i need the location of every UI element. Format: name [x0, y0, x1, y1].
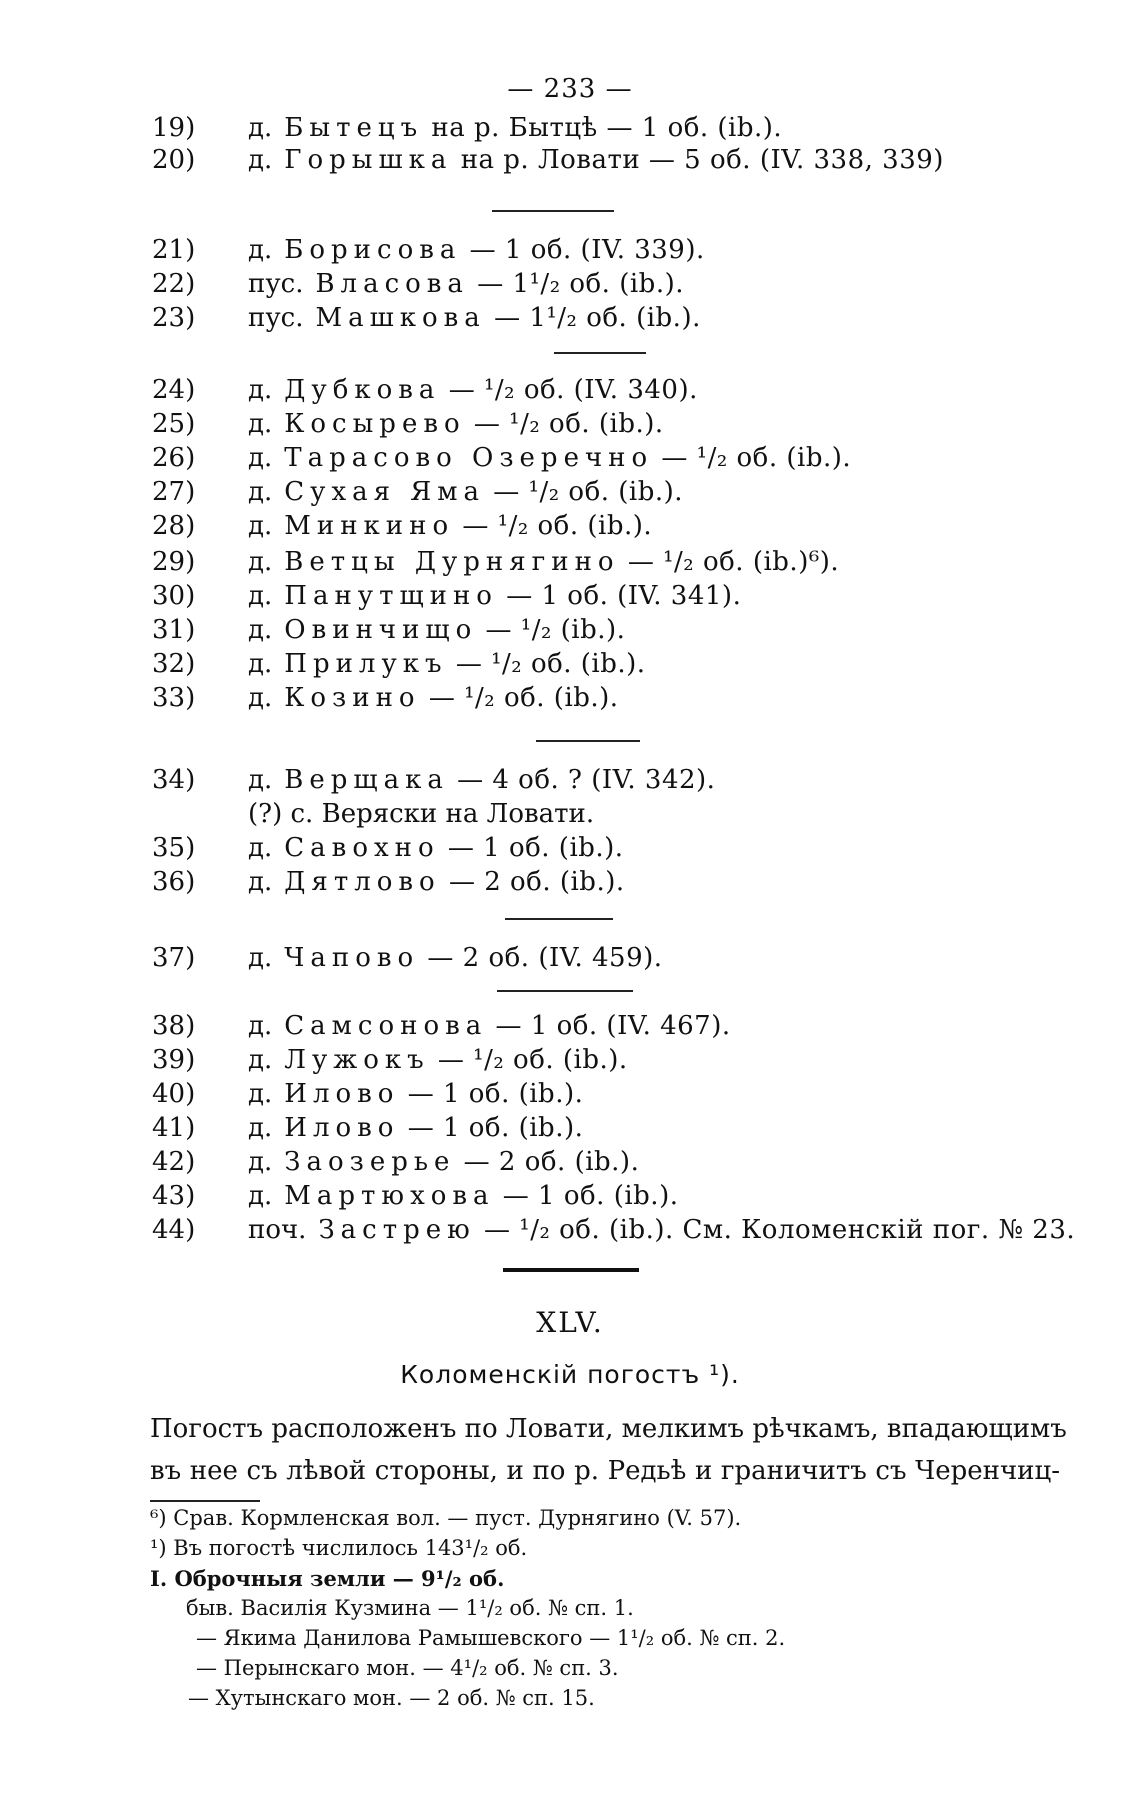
entry-name: Заозерье: [284, 1147, 456, 1177]
entry-detail: — ¹/₂ об. (IV. 340).: [448, 375, 698, 405]
entry-detail: — ¹/₂ об. (ib.).: [462, 511, 653, 541]
entry-number: 35): [152, 833, 196, 863]
entry-prefix: пус.: [248, 269, 304, 299]
footnote-item: — Якима Данилова Рамышевского — 1¹/₂ об. № сп. 2.: [196, 1626, 786, 1650]
entry-prefix: д.: [248, 477, 273, 507]
list-item: [152, 374, 698, 406]
entry-prefix: д.: [248, 581, 273, 611]
entry-number: 26): [152, 443, 196, 473]
entry-name: Прилукъ: [284, 649, 448, 679]
entry-number: 29): [152, 547, 196, 577]
section-divider: [492, 210, 614, 212]
list-item: [152, 866, 625, 898]
entry-name: Панутщино: [284, 581, 498, 611]
list-item: [152, 510, 652, 542]
entry-prefix: д.: [248, 235, 273, 265]
entry-detail: — 2 об. (ib.).: [448, 867, 625, 897]
list-item: [152, 476, 683, 508]
page-number: — 233 —: [507, 74, 633, 104]
entry-name: Самсонова: [284, 1011, 488, 1041]
body-paragraph: [150, 1408, 1067, 1492]
entry-prefix: д.: [248, 1079, 273, 1109]
entry-number: 30): [152, 581, 196, 611]
footnote-1: ¹) Въ погостѣ числилось 143¹/₂ об.: [150, 1536, 528, 1560]
entry-detail: — 1 об. (IV. 467).: [495, 1011, 731, 1041]
entry-detail: — 1 об. (ib.).: [447, 833, 624, 863]
entry-name: Косырево: [284, 409, 466, 439]
entry-detail: — ¹/₂ об. (ib.).: [473, 409, 664, 439]
list-item: [152, 1214, 1075, 1246]
list-item: [152, 1010, 731, 1042]
list-item: [152, 682, 619, 714]
list-item: [152, 1180, 678, 1212]
footnote-item: — Перынскаго мон. — 4¹/₂ об. № сп. 3.: [196, 1656, 619, 1680]
section-end-divider: [503, 1268, 639, 1272]
entry-name: Лужокъ: [284, 1045, 430, 1075]
entry-detail: — ¹/₂ об. (ib.).: [455, 649, 646, 679]
list-item: [152, 408, 664, 440]
entry-detail: — 2 об. (ib.).: [463, 1147, 640, 1177]
list-item: [152, 648, 646, 680]
list-item: [152, 942, 663, 974]
entry-prefix: д.: [248, 1011, 273, 1041]
entry-prefix: д.: [248, 113, 273, 143]
list-item: [152, 442, 851, 474]
entry-number: 21): [152, 235, 196, 265]
entry-name: Сухая Яма: [284, 477, 486, 507]
list-item: [152, 234, 705, 266]
list-item: [152, 832, 624, 864]
entry-name: Мартюхова: [284, 1181, 495, 1211]
section-divider: [554, 352, 646, 354]
entry-detail: — 1 об. (ib.).: [502, 1181, 679, 1211]
entry-number: 28): [152, 511, 196, 541]
entry-prefix: д.: [248, 1147, 273, 1177]
entry-prefix: д.: [248, 1181, 273, 1211]
list-item: [152, 546, 839, 578]
entry-name: Илово: [284, 1079, 400, 1109]
entry-detail: — 2 об. (IV. 459).: [427, 943, 663, 973]
footnote-heading: I. Оброчныя земли — 9¹/₂ об.: [150, 1566, 505, 1591]
entry-detail: — 1 об. (ib.).: [407, 1113, 584, 1143]
list-item: [152, 144, 944, 176]
entry-number: 43): [152, 1181, 196, 1211]
entry-number: 31): [152, 615, 196, 645]
entry-name: Дубкова: [284, 375, 441, 405]
entry-number: 32): [152, 649, 196, 679]
footnote-separator: [150, 1500, 260, 1502]
entry-prefix: д.: [248, 765, 273, 795]
section-number: XLV.: [536, 1306, 604, 1339]
entry-prefix: д.: [248, 1045, 273, 1075]
entry-prefix: д.: [248, 1113, 273, 1143]
entry-detail: — 1¹/₂ об. (ib.).: [494, 303, 701, 333]
list-item: [152, 112, 782, 144]
section-divider: [536, 740, 640, 742]
entry-name: Верщака: [284, 765, 449, 795]
entry-number: 36): [152, 867, 196, 897]
entry-name: Горышка: [284, 145, 453, 175]
entry-detail: — ¹/₂ об. (ib.).: [493, 477, 684, 507]
entry-name: Власова: [315, 269, 469, 299]
entry-prefix: д.: [248, 649, 273, 679]
paragraph-line: въ нее съ лѣвой стороны, и по р. Редьѣ и граничитъ съ Черенчиц-: [150, 1456, 1060, 1486]
entry-prefix: д.: [248, 943, 273, 973]
list-item: [152, 1146, 639, 1178]
entry-number: 23): [152, 303, 196, 333]
entry-prefix: д.: [248, 615, 273, 645]
entry-detail: — ¹/₂ об. (ib.). См. Коломенскій пог. № 23.: [484, 1215, 1076, 1245]
entry-detail: на р. Ловати — 5 об. (IV. 338, 339): [460, 145, 944, 175]
entry-number: 40): [152, 1079, 196, 1109]
entry-number: 44): [152, 1215, 196, 1245]
list-item: [152, 580, 741, 612]
entry-detail: — ¹/₂ (ib.).: [485, 615, 626, 645]
list-item: [152, 1112, 583, 1144]
entry-name: Бытецъ: [284, 113, 424, 143]
entry-name: Тарасово Озеречно: [284, 443, 654, 473]
entry-note: (?) с. Веряски на Ловати.: [248, 799, 595, 829]
entry-detail: — ¹/₂ об. (ib.).: [437, 1045, 628, 1075]
entry-prefix: д.: [248, 375, 273, 405]
entry-name: Борисова: [284, 235, 462, 265]
entry-name: Савохно: [284, 833, 440, 863]
list-item: [152, 268, 684, 300]
entry-detail: — ¹/₂ об. (ib.)⁶).: [627, 547, 840, 577]
entry-prefix: д.: [248, 547, 273, 577]
entry-number: 41): [152, 1113, 196, 1143]
entry-number: 33): [152, 683, 196, 713]
footnote-item: — Хутынскаго мон. — 2 об. № сп. 15.: [188, 1686, 595, 1710]
section-divider: [497, 990, 633, 992]
entry-number: 24): [152, 375, 196, 405]
entry-detail: — 1¹/₂ об. (ib.).: [477, 269, 684, 299]
list-item: [152, 302, 701, 334]
entry-number: 39): [152, 1045, 196, 1075]
entry-number: 27): [152, 477, 196, 507]
entry-detail: — 1 об. (IV. 341).: [506, 581, 742, 611]
entry-detail: на р. Бытцѣ — 1 об. (ib.).: [431, 113, 783, 143]
entry-prefix: д.: [248, 683, 273, 713]
section-divider: [505, 918, 613, 920]
entry-name: Застрею: [318, 1215, 476, 1245]
entry-name: Козино: [284, 683, 421, 713]
entry-name: Машкова: [315, 303, 486, 333]
entry-number: 38): [152, 1011, 196, 1041]
entry-prefix: д.: [248, 833, 273, 863]
entry-prefix: д.: [248, 145, 273, 175]
list-item: [152, 764, 715, 796]
section-title: Коломенскій погостъ ¹).: [400, 1360, 740, 1389]
entry-prefix: д.: [248, 511, 273, 541]
entry-number: 22): [152, 269, 196, 299]
entry-name: Дятлово: [284, 867, 441, 897]
entry-name: Илово: [284, 1113, 400, 1143]
entry-prefix: д.: [248, 409, 273, 439]
list-item: [152, 614, 625, 646]
entry-number: 37): [152, 943, 196, 973]
entry-detail: — 1 об. (IV. 339).: [469, 235, 705, 265]
entry-name: Чапово: [284, 943, 420, 973]
entry-detail: — 4 об. ? (IV. 342).: [457, 765, 716, 795]
entry-detail: — 1 об. (ib.).: [407, 1079, 584, 1109]
entry-prefix: пус.: [248, 303, 304, 333]
entry-number: 42): [152, 1147, 196, 1177]
entry-number: 25): [152, 409, 196, 439]
entry-prefix: поч.: [248, 1215, 307, 1245]
entry-prefix: д.: [248, 443, 273, 473]
paragraph-line: Погостъ расположенъ по Ловати, мелкимъ рѣчкамъ, впадающимъ: [150, 1414, 1067, 1444]
entry-detail: — ¹/₂ об. (ib.).: [661, 443, 852, 473]
entry-detail: — ¹/₂ об. (ib.).: [428, 683, 619, 713]
entry-number: 34): [152, 765, 196, 795]
entry-name: Овинчищо: [284, 615, 478, 645]
footnote-item: быв. Василія Кузмина — 1¹/₂ об. № сп. 1.: [186, 1596, 634, 1620]
entry-prefix: д.: [248, 867, 273, 897]
footnote-6: ⁶) Срав. Кормленская вол. — пуст. Дурнягино (V. 57).: [150, 1506, 742, 1530]
entry-name: Ветцы Дурнягино: [284, 547, 620, 577]
entry-name: Минкино: [284, 511, 455, 541]
list-item: [152, 1078, 583, 1110]
list-item: [152, 1044, 628, 1076]
entry-number: 20): [152, 145, 196, 175]
entry-number: 19): [152, 113, 196, 143]
